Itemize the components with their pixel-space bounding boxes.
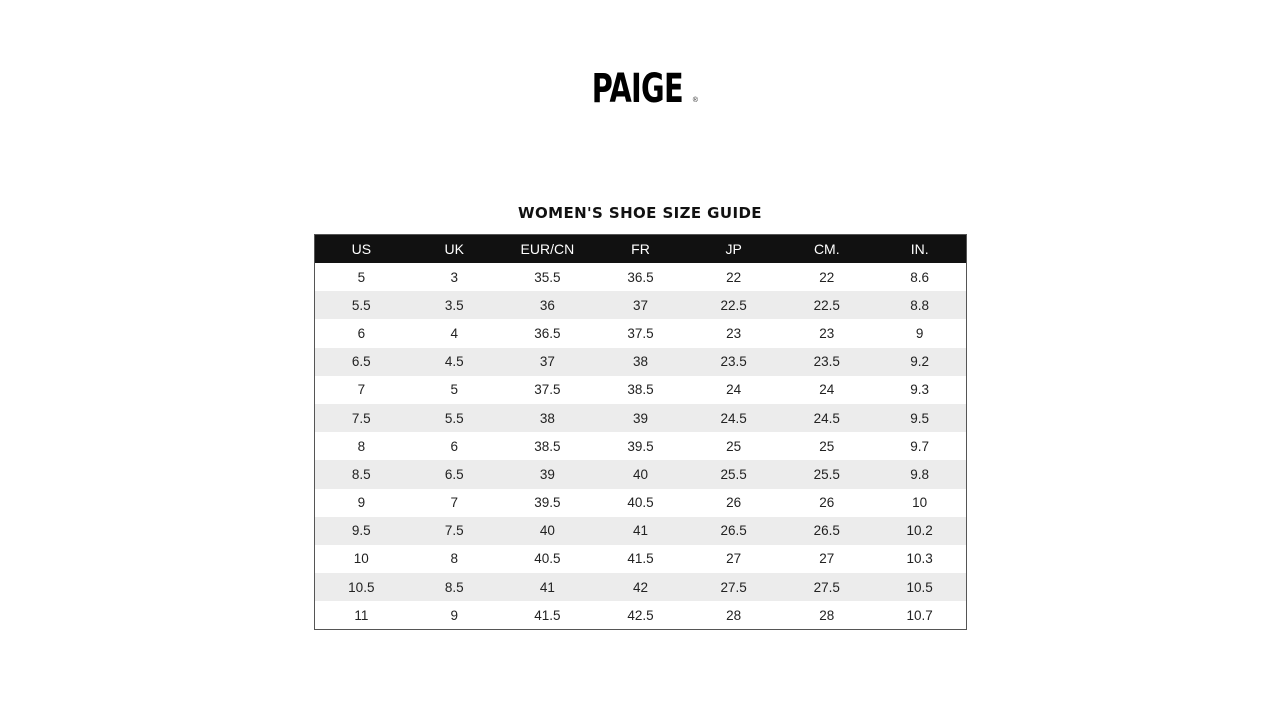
table-cell: 40 [501,517,594,545]
table-cell: 39.5 [501,489,594,517]
table-row [315,489,967,517]
column-header: FR [594,235,687,264]
table-cell: 25.5 [687,460,780,488]
table-cell: 38.5 [501,432,594,460]
table-row [315,263,967,291]
table-cell: 37.5 [501,376,594,404]
table-row [315,573,967,601]
table-cell: 37.5 [594,319,687,347]
table-body [315,263,967,630]
table-cell: 4.5 [408,348,501,376]
table-cell: 26 [687,489,780,517]
table-cell: 10 [315,545,408,573]
brand-logo [0,66,1280,116]
table-cell: 8.6 [873,263,966,291]
table-cell: 26 [780,489,873,517]
table-cell: 28 [687,601,780,630]
table-cell: 25 [687,432,780,460]
size-chart-table [314,234,967,630]
table-cell: 7 [408,489,501,517]
table-cell: 38.5 [594,376,687,404]
table-cell: 36 [501,291,594,319]
table-row [315,545,967,573]
table-cell: 5 [408,376,501,404]
table-cell: 9.7 [873,432,966,460]
table-cell: 40 [594,460,687,488]
table-cell: 39.5 [594,432,687,460]
table-cell: 40.5 [594,489,687,517]
table-cell: 26.5 [780,517,873,545]
table-cell: 36.5 [594,263,687,291]
table-cell: 10 [873,489,966,517]
table-row [315,348,967,376]
table-cell: 3 [408,263,501,291]
table-cell: 9 [315,489,408,517]
table-cell: 3.5 [408,291,501,319]
table-cell: 35.5 [501,263,594,291]
table-cell: 27.5 [687,573,780,601]
table-cell: 24.5 [780,404,873,432]
table-cell: 9 [873,319,966,347]
table-cell: 37 [501,348,594,376]
table-cell: 6.5 [408,460,501,488]
table-cell: 39 [594,404,687,432]
column-header: JP [687,235,780,264]
table-cell: 23 [780,319,873,347]
table-cell: 10.5 [873,573,966,601]
registered-mark: ® [692,97,698,104]
table-cell: 24 [687,376,780,404]
table-cell: 22.5 [780,291,873,319]
table-row [315,319,967,347]
table-cell: 42 [594,573,687,601]
table-cell: 40.5 [501,545,594,573]
table-cell: 22.5 [687,291,780,319]
table-cell: 41.5 [594,545,687,573]
table-cell: 38 [501,404,594,432]
table-cell: 27 [687,545,780,573]
table-cell: 6 [315,319,408,347]
table-cell: 36.5 [501,319,594,347]
table-cell: 23 [687,319,780,347]
table-cell: 9.5 [315,517,408,545]
table-cell: 38 [594,348,687,376]
table-cell: 27 [780,545,873,573]
table-row [315,517,967,545]
table-cell: 8 [315,432,408,460]
table-cell: 39 [501,460,594,488]
table-cell: 11 [315,601,408,630]
table-cell: 7 [315,376,408,404]
table-row [315,432,967,460]
table-cell: 4 [408,319,501,347]
table-cell: 10.2 [873,517,966,545]
table-cell: 41.5 [501,601,594,630]
table-row [315,601,967,630]
table-cell: 9.5 [873,404,966,432]
column-header: US [315,235,408,264]
table-cell: 24.5 [687,404,780,432]
table-cell: 27.5 [780,573,873,601]
table-cell: 5.5 [408,404,501,432]
column-header: UK [408,235,501,264]
table-header-row [315,235,967,264]
table-row [315,460,967,488]
table-cell: 6.5 [315,348,408,376]
table-cell: 24 [780,376,873,404]
table-cell: 25 [780,432,873,460]
table-cell: 9.2 [873,348,966,376]
table-cell: 7.5 [315,404,408,432]
table-cell: 8.8 [873,291,966,319]
table-cell: 8.5 [315,460,408,488]
table-cell: 5.5 [315,291,408,319]
table-row [315,291,967,319]
table-cell: 9.8 [873,460,966,488]
table-cell: 37 [594,291,687,319]
table-cell: 26.5 [687,517,780,545]
table-cell: 22 [780,263,873,291]
guide-title: WOMEN'S SHOE SIZE GUIDE [518,204,762,222]
column-header: EUR/CN [501,235,594,264]
table-cell: 8.5 [408,573,501,601]
table-cell: 41 [501,573,594,601]
table-cell: 25.5 [780,460,873,488]
column-header: CM. [780,235,873,264]
table-cell: 10.7 [873,601,966,630]
table-row [315,404,967,432]
logo-wordmark: PAIGE [591,66,684,112]
table-cell: 8 [408,545,501,573]
table-cell: 9 [408,601,501,630]
table-cell: 23.5 [780,348,873,376]
table-cell: 10.5 [315,573,408,601]
table-cell: 23.5 [687,348,780,376]
table-cell: 41 [594,517,687,545]
table-row [315,376,967,404]
table-cell: 7.5 [408,517,501,545]
table-cell: 22 [687,263,780,291]
table-cell: 28 [780,601,873,630]
table-cell: 9.3 [873,376,966,404]
table-cell: 42.5 [594,601,687,630]
column-header: IN. [873,235,966,264]
table-cell: 5 [315,263,408,291]
table-cell: 6 [408,432,501,460]
table-cell: 10.3 [873,545,966,573]
